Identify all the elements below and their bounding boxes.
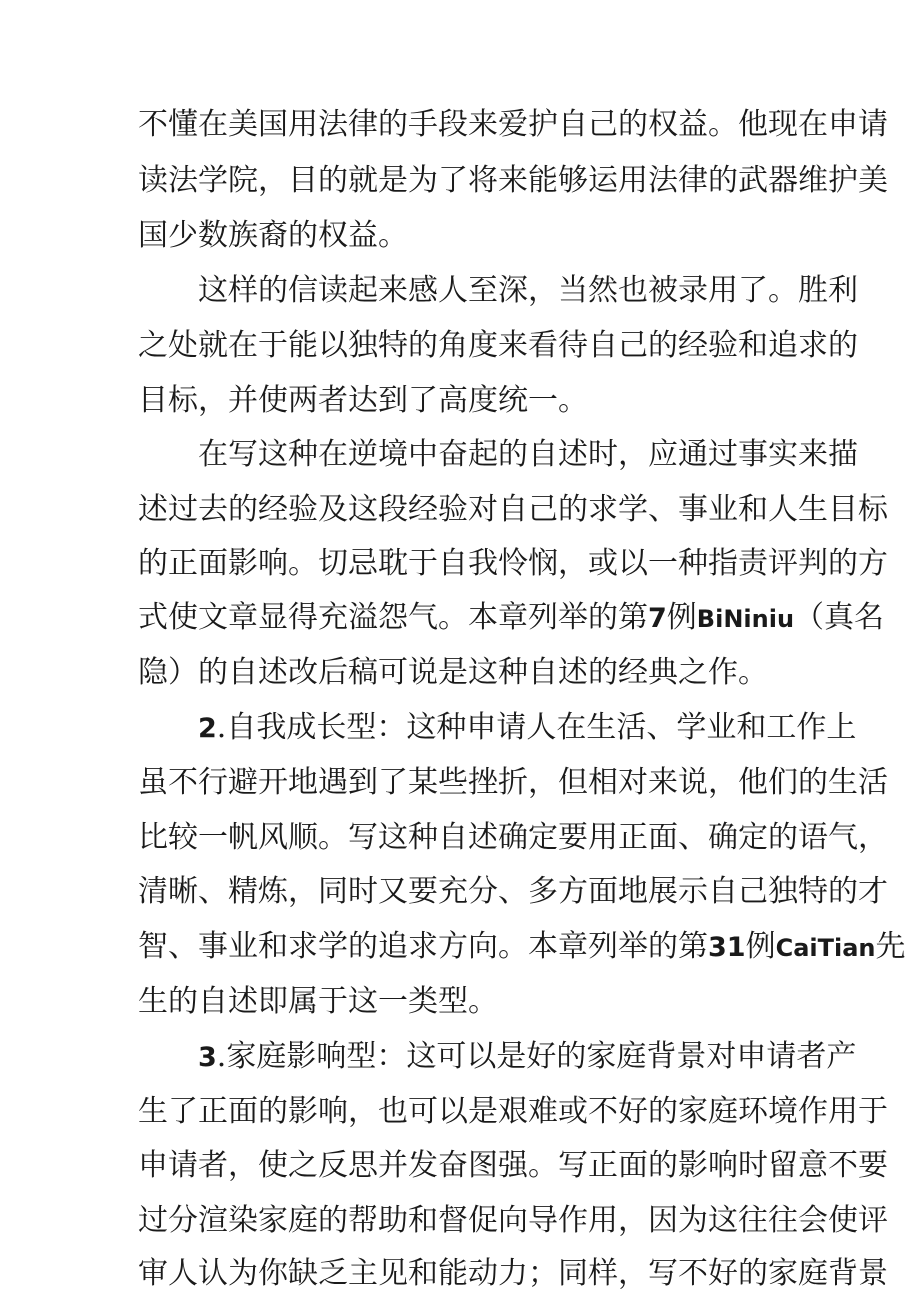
text-segment: 智、事业和求学的追求方向。本章列举的第 — [138, 929, 708, 964]
text-line: 目标，并使两者达到了高度统一。 — [138, 383, 588, 418]
text-segment: 式使文章显得充溢怨气。本章列举的第 — [138, 600, 648, 635]
text-line: 这样的信读起来感人至深，当然也被录用了。胜利 — [198, 273, 858, 308]
text-line: 不懂在美国用法律的手段来爱护自己的权益。他现在申请 — [138, 107, 888, 142]
text-line: 述过去的经验及这段经验对自己的求学、事业和人生目标 — [138, 492, 888, 527]
example-number: 7 — [648, 603, 667, 634]
text-line-with-reference — [138, 923, 906, 971]
example-name: BiNiniu — [696, 605, 795, 633]
text-segment: .家庭影响型：这可以是好的家庭背景对申请者产 — [216, 1039, 857, 1074]
text-segment: 先 — [875, 929, 906, 964]
text-line: 读法学院，目的就是为了将来能够运用法律的武器维护美 — [138, 163, 888, 198]
text-line: 过分渲染家庭的帮助和督促向导作用，因为这往往会使评 — [138, 1203, 888, 1238]
text-line: 之处就在于能以独特的角度来看待自己的经验和追求的 — [138, 328, 858, 363]
example-word: 例 — [745, 929, 776, 964]
text-line: 在写这种在逆境中奋起的自述时，应通过事实来描 — [198, 437, 858, 472]
text-segment: （真名 — [794, 600, 885, 635]
text-line: 比较一帆风顺。写这种自述确定要用正面、确定的语气， — [138, 820, 888, 855]
text-line: 生了正面的影响，也可以是艰难或不好的家庭环境作用于 — [138, 1094, 888, 1129]
list-item-heading — [198, 704, 857, 752]
example-name: CaiTian — [775, 934, 876, 962]
example-word: 例 — [666, 600, 697, 635]
item-number: 3 — [198, 1042, 217, 1073]
text-line: 国少数族裔的权益。 — [138, 218, 408, 253]
text-line: 隐）的自述改后稿可说是这种自述的经典之作。 — [138, 655, 768, 690]
text-line: 的正面影响。切忌耽于自我怜悯，或以一种指责评判的方 — [138, 546, 888, 581]
text-line: 申请者，使之反思并发奋图强。写正面的影响时留意不要 — [138, 1148, 888, 1183]
text-line-with-reference — [138, 594, 885, 642]
text-line: 审人认为你缺乏主见和能动力；同样，写不好的家庭背景 — [138, 1256, 888, 1291]
item-number: 2 — [198, 713, 217, 744]
list-item-heading — [198, 1033, 857, 1081]
text-line: 生的自述即属于这一类型。 — [138, 984, 498, 1019]
text-line: 虽不行避开地遇到了某些挫折，但相对来说，他们的生活 — [138, 765, 888, 800]
example-number: 31 — [708, 932, 746, 963]
text-line: 清晰、精炼，同时又要充分、多方面地展示自己独特的才 — [138, 874, 888, 909]
text-segment: .自我成长型：这种申请人在生活、学业和工作上 — [216, 710, 857, 745]
